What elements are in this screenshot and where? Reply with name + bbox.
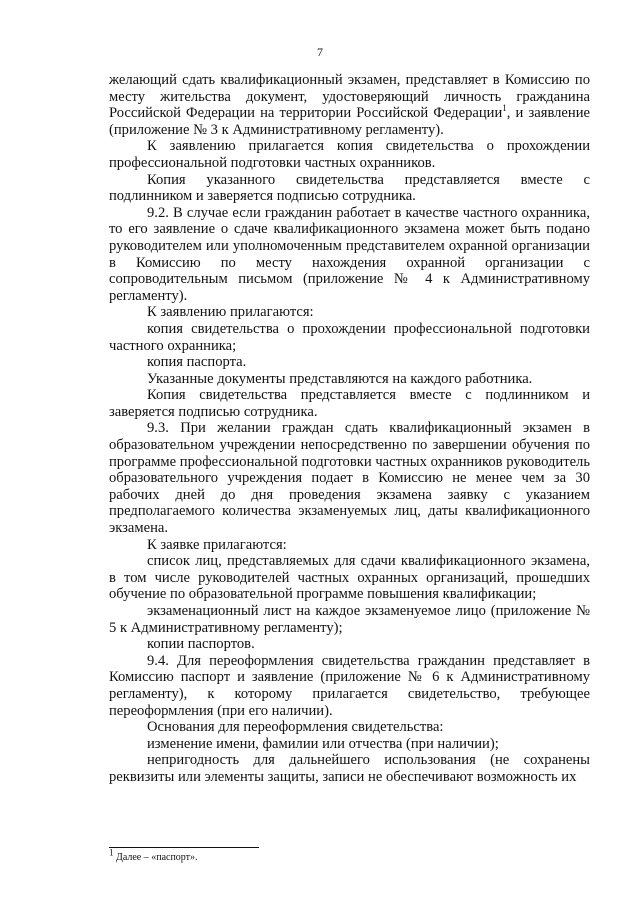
paragraph: Копия указанного свидетельства представляется вместе с подлинником и заверяется подписью сотрудника. xyxy=(109,171,590,205)
footnote-divider xyxy=(109,847,259,848)
paragraph: экзаменационный лист на каждое экзаменуемое лицо (приложение № 5 к Административному регламенту); xyxy=(109,603,590,636)
paragraph xyxy=(109,72,590,138)
paragraph: 9.2. В случае если гражданин работает в качестве частного охранника, то его заявление о сдаче квалификационного экзамена может быть подано руководителем или уполномоченным представителем охранной организации в Комиссию по месту нахождения охранной организации с сопроводительным письмом (приложение № 4 к Административному регламенту). xyxy=(109,204,590,304)
paragraph: 9.4. Для переоформления свидетельства гражданин представляет в Комиссию паспорт и заявление (приложение № 6 к Административному регламенту), к которому прилагается свидетельство, требующее переоформления (при его наличии). xyxy=(109,652,590,719)
paragraph: К заявлению прилагаются: xyxy=(147,304,314,321)
paragraph-text: желающий сдать квалификационный экзамен, представляет в Комиссию по месту жительства документ, удостоверяющий личность гражданина Российской Федерации на территории Российской Федерации xyxy=(109,72,590,122)
paragraph: копия паспорта. xyxy=(147,354,247,371)
footnote-mark: 1 xyxy=(109,847,114,858)
paragraph: К заявке прилагаются: xyxy=(147,536,287,553)
paragraph: К заявлению прилагается копия свидетельства о прохождении профессиональной подготовки частных охранников. xyxy=(109,138,590,171)
paragraph: изменение имени, фамилии или отчества (при наличии); xyxy=(147,735,499,752)
paragraph: Основания для переоформления свидетельства: xyxy=(147,719,444,736)
paragraph-text-continued: , и заявление (приложение № 3 к Административному регламенту). xyxy=(109,105,591,138)
footnote-text: Далее – «паспорт». xyxy=(113,852,198,863)
footnote-reference: 1 xyxy=(502,103,507,114)
paragraph: непригодность для дальнейшего использования (не сохранены реквизиты или элементы защиты, записи не обеспечивают возможность их xyxy=(109,752,590,785)
page-number: 7 xyxy=(317,45,323,59)
paragraph: Указанные документы представляются на каждого работника. xyxy=(147,370,533,387)
paragraph: копия свидетельства о прохождении профессиональной подготовки частного охранника; xyxy=(109,320,590,354)
body-text xyxy=(109,72,590,786)
footnote xyxy=(109,847,590,864)
paragraph: 9.3. При желании граждан сдать квалификационный экзамен в образовательном учреждении непосредственно по завершении обучения по программе профессиональной подготовки частных охранников руководитель образовательного учреждения подает в Комиссию не менее чем за 30 рабочих дней до дня проведения экзамена заявку с указанием предполагаемого количества экзаменуемых лиц, даты квалификационного экзамена. xyxy=(109,420,590,537)
paragraph: список лиц, представляемых для сдачи квалификационного экзамена, в том числе руководителей частных охранных организаций, прошедших обучение по образовательной программе повышения квалификации; xyxy=(109,553,590,603)
paragraph: копии паспортов. xyxy=(147,636,255,653)
paragraph: Копия свидетельства представляется вместе с подлинником и заверяется подписью сотрудника. xyxy=(109,387,590,420)
